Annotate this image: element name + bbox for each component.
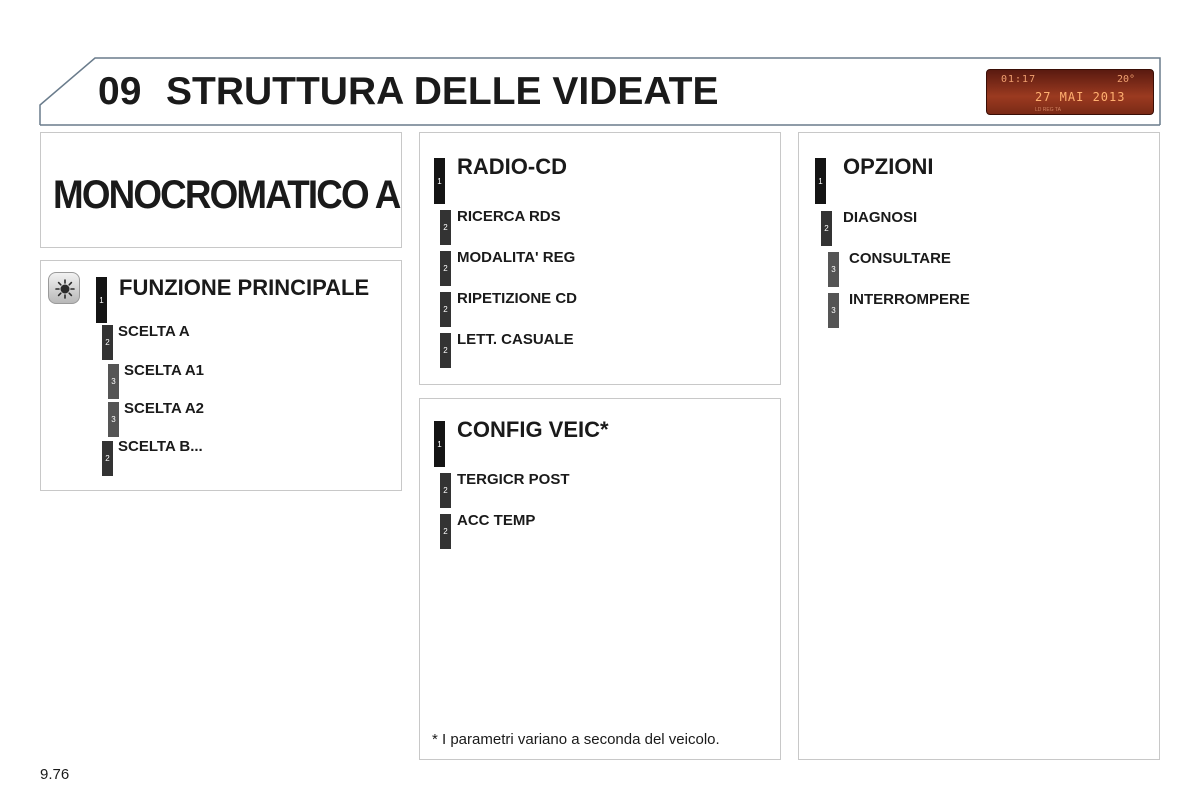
panel-opzioni [798, 132, 1160, 760]
panel-config-veic [419, 398, 781, 760]
level-2-marker: 2 [440, 210, 451, 245]
panel-radio-cd [419, 132, 781, 385]
level-3-marker: 3 [108, 402, 119, 437]
menu-item: SCELTA B... [118, 438, 203, 455]
level-3-marker: 3 [828, 293, 839, 328]
light-brightness-icon [48, 272, 80, 304]
level-2-marker: 2 [102, 441, 113, 476]
menu-item: DIAGNOSI [843, 209, 918, 226]
level-3-marker: 3 [108, 364, 119, 399]
level-2-marker: 2 [440, 514, 451, 549]
level-1-heading: OPZIONI [843, 154, 934, 179]
level-1-heading: CONFIG VEIC* [457, 417, 609, 442]
level-2-marker: 2 [440, 333, 451, 368]
level-1-heading: FUNZIONE PRINCIPALE [119, 275, 370, 300]
level-1-marker: 1 [96, 277, 107, 323]
menu-item: LETT. CASUALE [457, 331, 574, 348]
panel-monocromatico [40, 132, 402, 248]
menu-item: INTERROMPERE [849, 291, 970, 308]
panel-funzione-principale [40, 260, 402, 491]
level-1-marker: 1 [815, 158, 826, 204]
menu-item: MODALITA' REG [457, 249, 576, 266]
level-1-heading: RADIO-CD [457, 154, 567, 179]
menu-item: RIPETIZIONE CD [457, 290, 578, 307]
menu-item: SCELTA A1 [124, 362, 205, 379]
menu-item: ACC TEMP [457, 512, 536, 529]
page-number: 9.76 [40, 766, 70, 783]
chapter-number: 09 [98, 70, 142, 113]
level-2-marker: 2 [440, 251, 451, 286]
level-2-marker: 2 [440, 292, 451, 327]
menu-item: TERGICR POST [457, 471, 570, 488]
level-2-marker: 2 [821, 211, 832, 246]
level-3-marker: 3 [828, 252, 839, 287]
panel-title: MONOCROMATICO A [53, 173, 400, 217]
display-status-text: LD REG TA [1035, 107, 1061, 113]
display-date: 27 MAI 2013 [1035, 90, 1126, 104]
monochrome-display [986, 69, 1154, 115]
display-temperature: 20° [1116, 74, 1135, 85]
level-2-marker: 2 [440, 473, 451, 508]
chapter-title: STRUTTURA DELLE VIDEATE [166, 70, 719, 113]
display-time: 01:17 [1001, 74, 1037, 85]
menu-item: SCELTA A [118, 323, 190, 340]
menu-item: SCELTA A2 [124, 400, 205, 417]
menu-item: CONSULTARE [849, 250, 951, 267]
level-1-marker: 1 [434, 158, 445, 204]
level-2-marker: 2 [102, 325, 113, 360]
menu-item: RICERCA RDS [457, 208, 561, 225]
footnote: * I parametri variano a seconda del veicolo. [432, 731, 720, 748]
level-1-marker: 1 [434, 421, 445, 467]
